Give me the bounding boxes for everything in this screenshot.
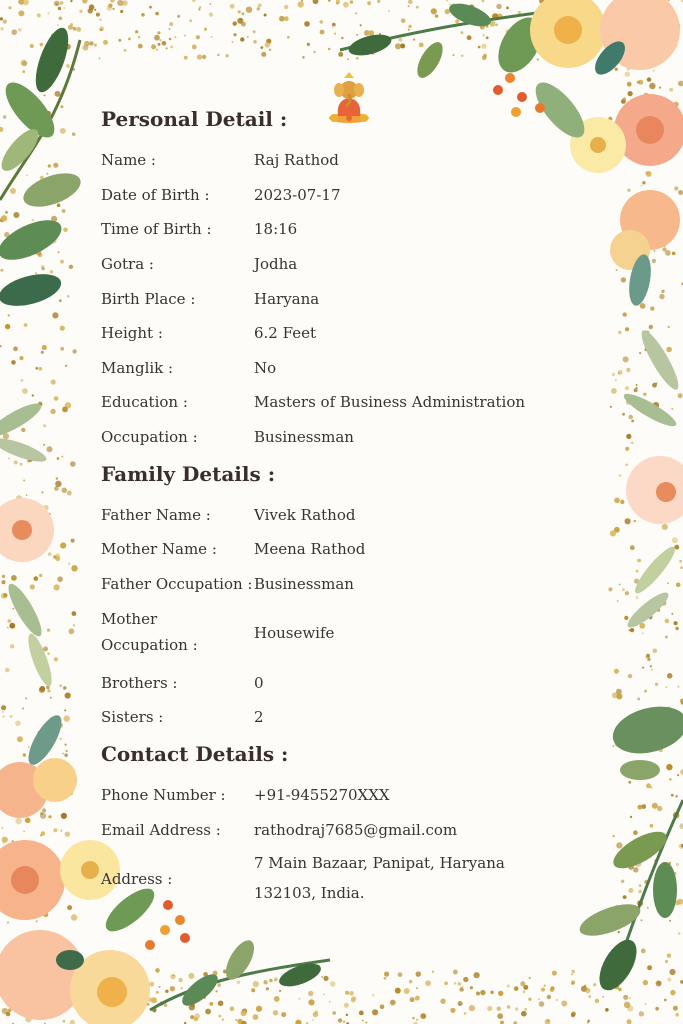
field-education: [101, 387, 571, 417]
field-label: Birth Place :: [101, 290, 196, 308]
ganesha-icon: [326, 72, 372, 124]
field-father-name: [101, 500, 571, 530]
section-title-contact: Contact Details :: [101, 742, 289, 766]
field-value: Meena Rathod: [254, 540, 366, 558]
field-gotra: [101, 249, 571, 279]
field-value: Businessman: [254, 575, 354, 593]
field-value: +91-9455270XXX: [254, 786, 390, 804]
section-title-family: Family Details :: [101, 462, 276, 486]
field-father-occupation: [101, 569, 571, 599]
field-name: [101, 145, 571, 175]
field-mother-name: [101, 534, 571, 564]
field-label: Date of Birth :: [101, 186, 210, 204]
field-value: 2: [254, 708, 264, 726]
field-value: rathodraj7685@gmail.com: [254, 821, 458, 839]
field-height: [101, 318, 571, 348]
field-brothers: [101, 668, 571, 698]
field-time-of-birth: [101, 214, 571, 244]
field-label: Address :: [101, 870, 173, 888]
field-value: No: [254, 359, 277, 377]
field-occupation: [101, 422, 571, 452]
field-value: 7 Main Bazaar, Panipat, Haryana 132103, India.: [254, 854, 505, 902]
field-label: Email Address :: [101, 821, 221, 839]
field-label: Mother Occupation :: [101, 610, 198, 654]
field-label: Phone Number :: [101, 786, 226, 804]
field-value: 6.2 Feet: [254, 324, 316, 342]
field-birth-place: [101, 284, 571, 314]
field-label: Manglik :: [101, 359, 174, 377]
field-label: Gotra :: [101, 255, 154, 273]
field-email: [101, 815, 571, 845]
field-dob: [101, 180, 571, 210]
field-label: Sisters :: [101, 708, 164, 726]
field-value: Masters of Business Administration: [254, 393, 526, 411]
field-label: Education :: [101, 393, 188, 411]
field-label: Time of Birth :: [101, 220, 212, 238]
field-address: [101, 848, 571, 910]
field-value: 0: [254, 674, 264, 692]
field-label: Father Name :: [101, 506, 211, 524]
field-value: Haryana: [254, 290, 320, 308]
field-label: Height :: [101, 324, 163, 342]
field-value: Businessman: [254, 428, 354, 446]
field-value: 18:16: [254, 220, 298, 238]
field-label: Father Occupation :: [101, 575, 253, 593]
field-label: Occupation :: [101, 428, 198, 446]
field-mother-occupation: [101, 606, 571, 662]
section-title-personal: Personal Detail :: [101, 107, 288, 131]
field-label: Brothers :: [101, 674, 178, 692]
field-value: Vivek Rathod: [254, 506, 356, 524]
field-value: Housewife: [254, 624, 335, 642]
field-manglik: [101, 353, 571, 383]
field-label: Mother Name :: [101, 540, 217, 558]
field-label: Name :: [101, 151, 156, 169]
field-value: Raj Rathod: [254, 151, 339, 169]
field-value: Jodha: [254, 255, 298, 273]
field-value: 2023-07-17: [254, 186, 341, 204]
field-sisters: [101, 702, 571, 732]
field-phone: [101, 780, 571, 810]
